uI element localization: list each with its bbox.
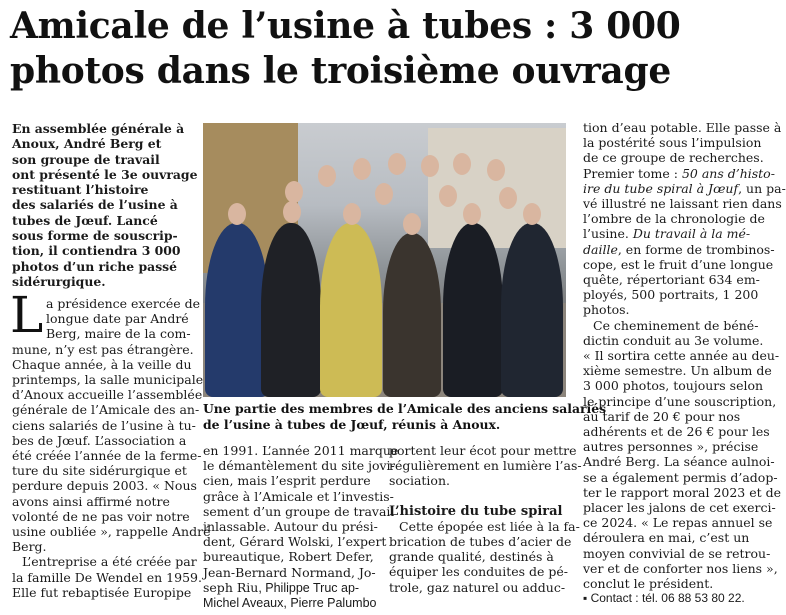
body-line: Chaque année, à la veille du [12, 356, 192, 372]
body-line: déroulera en mai, c’est un [583, 530, 750, 546]
body-line: le principe d’une souscription, [583, 393, 777, 409]
body-text: , en forme de trombinos- [617, 241, 775, 257]
contact-line: ▪ Contact : tél. 06 88 53 80 22. [583, 591, 745, 606]
body-line [583, 165, 775, 181]
body-line: au tarif de 20 € pour nos [583, 408, 741, 424]
lead-line: sous forme de souscrip- [12, 228, 178, 244]
body-line: la postérité sous l’impulsion [583, 135, 762, 151]
body-line: ture du site sidérurgique et [12, 463, 187, 479]
body-line [583, 241, 775, 257]
body-line: de ce groupe de recherches. [583, 150, 764, 166]
body-line: ce 2024. « Le repas annuel se [583, 515, 773, 531]
caption-line: de l’usine à tubes de Jœuf, réunis à Anoux. [203, 416, 501, 432]
body-line: vé illustré ne laissant rien dans [583, 196, 782, 212]
body-line: « Il sortira cette année au deu- [583, 348, 780, 364]
body-line: Michel Aveaux, Pierre Palumbo [203, 596, 377, 611]
body-line: longue date par André [46, 311, 189, 327]
body-line: 3 000 photos, toujours selon [583, 378, 764, 394]
body-line: moyen convivial de se retrou- [583, 545, 771, 561]
lead-line: des salariés de l’usine à [12, 197, 178, 213]
lead-line: Anoux, André Berg et [12, 136, 162, 152]
body-line: le démantèlement du site jovi- [203, 458, 395, 474]
body-line: Elle fut rebaptisée Europipe [12, 584, 192, 600]
lead-line: photos d’un riche passé [12, 258, 178, 274]
body-line: sement d’un groupe de travail [203, 503, 395, 519]
book-title: daille [583, 241, 618, 257]
body-line: Berg. [12, 539, 47, 555]
body-line: xième semestre. Un album de [583, 363, 772, 379]
body-text: l’usine. [583, 226, 633, 242]
body-line: l’ombre de la chronologie de [583, 211, 765, 227]
body-line: Jean-Bernard Normand, Jo- [203, 564, 376, 580]
headline-line-1: Amicale de l’usine à tubes : 3 000 [10, 5, 681, 47]
lead-line: En assemblée générale à [12, 121, 185, 136]
drop-cap: L [10, 286, 44, 344]
body-line: avons ainsi affirmé notre [12, 493, 170, 509]
book-title: 50 ans d’histo- [681, 165, 775, 181]
lead-line: restituant l’histoire [12, 182, 149, 198]
body-column-1 [12, 296, 211, 600]
section-subheading: L’histoire du tube spiral [389, 503, 563, 519]
body-column-4 [583, 120, 786, 607]
body-line: bureautique, Robert Defer, [203, 549, 374, 565]
body-text: seph Riu [203, 579, 259, 595]
body-line: mune, n’y est pas étrangère. [12, 341, 194, 357]
body-line: volonté de ne pas voir notre [12, 508, 190, 524]
body-line: dent, Gérard Wolski, l’expert [203, 534, 387, 550]
body-line: trole, gaz naturel ou adduc- [389, 579, 566, 595]
lead-line: tubes de Jœuf. Lancé [12, 212, 158, 228]
body-line: L’entreprise a été créée par [22, 554, 197, 570]
headline [10, 4, 760, 94]
body-line: brication de tubes d’acier de [389, 534, 572, 550]
body-line [203, 580, 381, 596]
book-title: Du travail à la mé- [632, 226, 751, 242]
body-line: tion d’eau potable. Elle passe à [583, 120, 782, 135]
caption-line: Une partie des membres de l’Amicale des anciens salariés [203, 401, 607, 416]
body-line: usine oubliée », rappelle André [12, 524, 211, 540]
body-line: adhérents et de 26 € pour les [583, 424, 770, 440]
body-line: cien, mais l’esprit perdure [203, 473, 371, 489]
body-line: portent leur écot pour mettre [389, 443, 577, 458]
body-line: bes de Jœuf. L’association a [12, 432, 187, 448]
body-line: placer les jalons de cet exerci- [583, 500, 776, 516]
body-line: conclut le président. [583, 576, 714, 592]
lead-line: ont présenté le 3e ouvrage [12, 166, 198, 182]
body-line: perdure depuis 2003. « Nous [12, 478, 197, 494]
lead-paragraph [12, 121, 198, 289]
body-line: Ce cheminement de béné- [593, 317, 759, 333]
body-line: se a également permis d’adop- [583, 469, 778, 485]
book-title: ire du tube spiral à Jœuf [583, 180, 739, 196]
photo-caption [203, 401, 607, 432]
body-line: dictin conduit au 3e volume. [583, 332, 764, 348]
body-line: autres personnes », précise [583, 439, 759, 455]
body-line: a présidence exercée de [46, 296, 201, 311]
body-line [583, 180, 786, 196]
body-line: d’Anoux accueille l’assemblée [12, 387, 203, 403]
body-line: été créée l’année de la ferme- [12, 448, 202, 464]
body-line: André Berg. La séance aulnoi- [583, 454, 775, 470]
body-column-3 [389, 443, 582, 595]
body-line: ver et de conforter nos liens », [583, 560, 778, 576]
body-line: ployés, 500 portraits, 1 200 [583, 287, 759, 303]
body-text: Premier tome : [583, 165, 682, 181]
body-line: ter le rapport moral 2023 et de [583, 484, 782, 500]
lead-line: sidérurgique. [12, 273, 106, 289]
body-line: grande qualité, destinés à [389, 549, 554, 565]
body-line: équiper les conduites de pé- [389, 564, 569, 580]
body-line: cope, est le fruit d’une longue [583, 256, 774, 272]
body-line: en 1991. L’année 2011 marque [203, 443, 399, 458]
body-text: , Philippe Truc ap- [258, 580, 360, 595]
body-line: sociation. [389, 473, 450, 489]
lead-line: tion, il contiendra 3 000 [12, 243, 181, 259]
body-line: Cette épopée est liée à la fa- [399, 518, 580, 534]
body-line: Berg, maire de la com- [46, 326, 191, 342]
lead-line: son groupe de travail [12, 151, 160, 167]
body-text: , un pa- [738, 180, 786, 196]
body-line: quête, répertoriant 634 em- [583, 272, 760, 288]
body-line: photos. [583, 302, 630, 318]
body-line: ciens salariés de l’usine à tu- [12, 417, 196, 433]
body-line: printemps, la salle municipale [12, 372, 204, 388]
body-line: inlassable. Autour du prési- [203, 519, 378, 535]
body-line: la famille De Wendel en 1959. [12, 569, 202, 585]
headline-line-2: photos dans le troisième ouvrage [10, 50, 671, 92]
body-column-2 [203, 443, 399, 611]
group-photo [203, 123, 566, 397]
body-line: régulièrement en lumière l’as- [389, 458, 582, 474]
body-line [583, 226, 763, 241]
body-line: générale de l’Amicale des an- [12, 402, 200, 418]
body-line: grâce à l’Amicale et l’investis- [203, 488, 394, 504]
